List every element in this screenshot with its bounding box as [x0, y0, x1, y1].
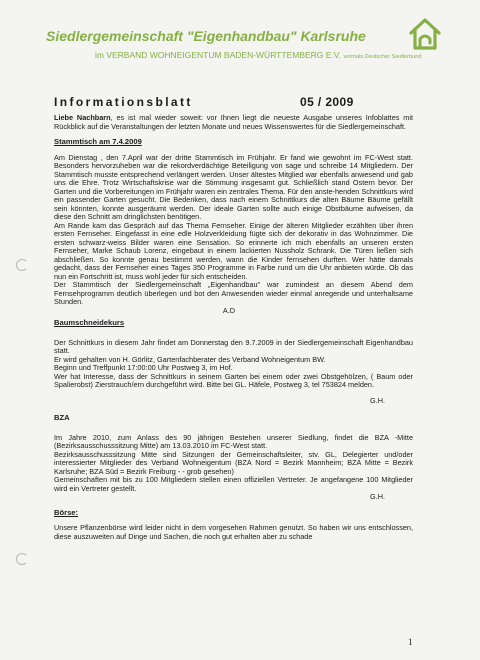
bza-paragraph-1: Im Jahre 2010, zum Anlass des 90 jährigen Bestehen unserer Siedlung, findet die BZA -Mitte (Bezirksausschusssitzung Mitte) am 13.03.2010 im FC-West statt. — [54, 432, 413, 450]
bza-paragraph-3: Gemeinschaften mit bis zu 100 Mitgliedern stellen einen offiziellen Vertreter. Je angefangene 100 Mitglieder wird ein Vertreter gestellt. — [54, 475, 413, 493]
boerse-paragraph-1: Unsere Pflanzenbörse wird leider nicht in dem vorgesehen Rahmen genutzt. So haben wir uns entschlossen, diese auszuweiten auf Dinge und Sachen, die noch gut erhalten aber zu schade — [54, 523, 413, 541]
stammtisch-signature: A.D — [222, 305, 235, 315]
org-subtitle — [95, 50, 445, 60]
page-number: 1 — [408, 637, 413, 647]
boerse-heading: Börse: — [54, 507, 79, 517]
intro-greeting: Liebe Nachbarn — [54, 113, 111, 122]
baumschneidekurs-paragraph-1: Der Schnittkurs in diesem Jahr findet am Donnerstag den 9.7.2009 in der Siedlergemeinschaft Eigenhandbau statt. — [54, 337, 413, 355]
stammtisch-heading: Stammtisch am 7.4.2009 — [54, 137, 142, 146]
stammtisch-paragraph-2: Am Rande kam das Gespräch auf das Thema Fernseher. Einige der älteren Mitglieder erzählten über ihren ersten Fernseher. Eingefasst in eine edle Holzverkleidung fügte sich der dekorativ in das Wohnzimmer. Die ersten schwarz-weiss Bilder waren eine Sensation. So erinnerte ich mich ebenfalls an unseren ersten Fernseher, Marke Schaub Lorenz, eingebaut in einem lackierten Nussholz Schrank. Die Türen ließen sich abschließen. So konnte genau bestimmt werden, wann die Kinder fernsehen durften. Wer hätte damals gedacht, dass der Fernseher eines Tages 350 Programme in Farbe rund um die Uhr anbieten würde. Ob das nun ein Fortschritt ist, muss wohl jeder für sich entscheiden. — [54, 220, 413, 281]
bza-signature: G.H. — [370, 492, 385, 501]
house-logo-icon — [408, 17, 442, 51]
org-sub-text: im VERBAND WOHNEIGENTUM BADEN-WÜRTTEMBERG E.V. — [95, 50, 342, 60]
baumschneidekurs-heading: Baumschneidekurs — [54, 318, 125, 327]
org-formerly: vormals Deutscher Siedlerbund — [343, 54, 422, 60]
issue-number: 05 / 2009 — [300, 95, 354, 109]
punch-hole-mark — [16, 259, 28, 271]
bza-heading: BZA — [54, 413, 70, 422]
intro-text: , es ist mal wieder soweit: vor Ihnen liegt die neueste Ausgabe unseres Infoblattes mit Rückblick auf die Veranstaltungen der letzten Monate und neues Wissenswertes für die Siedlergemeinschaft. — [54, 113, 413, 131]
bza-paragraph-2: Bezirksausschusssitzung Mitte sind Sitzungen der Gemeinschaftsleiter, stv. GL, Delegierter und/oder interessierter Mitglieder des Verband Wohneigentum (BZA Nord = Bezirk Mannheim; BZA Mitte = Bezirk Karlsruhe; BZA Süd = Bezirk Freiburg - - grob gesehen) — [54, 449, 413, 476]
stammtisch-paragraph-1: Am Dienstag , den 7.April war der dritte Stammtisch im Frühjahr. Er fand wie gewohnt im FC-West statt. Besonders hervorzuheben war die rekordverdächtige Beteiligung von sage und schreibe 14 Mitgliedern. Der Stammtisch musste entsprechend verlängert werden. Unser ältestes Mitglied war ebenfalls anwesend und gab uns die Ehre. Trotz Wirtschaftskrise war die Stimmung insgesamt gut. Schließlich stand Ostern bevor. Der Garten und die Vorbereitungen im Frühjahr waren ein zentrales Thema. Für den anste-henden Schnittkurs wird ein passender Garten gesucht. Die Bedenken, dass nach einem Schnittkurs die alten Bäume Bäume gefällt sein könnten, konnte ausgeräumt werden. Der ideale Garten sollte auch einige Obstbäume aufweisen, da diese den Schnitt am dringlichsten benötigen. — [54, 152, 413, 221]
baumschneidekurs-paragraph-3: Beginn und Treffpunkt 17:00:00 Uhr Postweg 3, im Hof. — [54, 363, 233, 372]
baumschneidekurs-paragraph-2: Er wird gehalten von H. Görlitz, Gartenfachberater des Verband Wohneigentum BW. — [54, 354, 326, 364]
punch-hole-mark — [16, 553, 28, 565]
stammtisch-paragraph-3: Der Stammtisch der Siedlergemeinschaft „Eigenhandbau" war zumindest an diesem Abend dem Fernsehprogramm deutlich überlegen und bot den Anwesenden wieder einmal anregende und unterhaltsame Stunden. — [54, 280, 413, 306]
intro-paragraph — [54, 114, 413, 131]
document-body — [54, 114, 413, 541]
document-title: Informationsblatt — [54, 95, 193, 109]
org-name: Siedlergemeinschaft "Eigenhandbau" Karlsruhe — [46, 28, 366, 44]
baumschneidekurs-signature: G.H. — [370, 395, 385, 405]
baumschneidekurs-paragraph-4: Wer hat Interesse, dass der Schnittkurs in seinem Garten bei einem oder zwei Obstgehölzen, ( Baum oder Spalierobst) Zierstrauch/ern durchgeführt wird. Bitte bei GL. Häfele, Postweg 3, tel 753824 melden. — [54, 371, 413, 389]
